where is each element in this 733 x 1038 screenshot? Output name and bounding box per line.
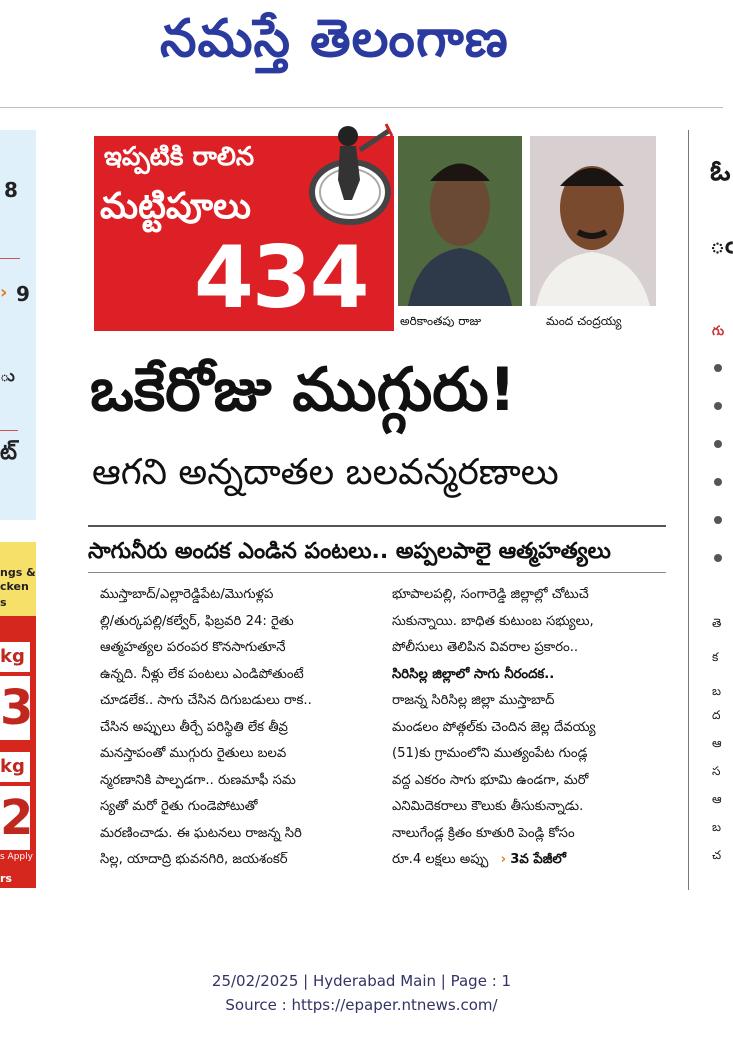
article-line: వద్ద ఎకరం సాగు భూమి ఉండగా, మరో bbox=[392, 772, 589, 788]
chevron-right-icon: › bbox=[500, 852, 506, 867]
right-fragment: గు bbox=[712, 324, 725, 339]
article-line: ల్లి/తుర్కపల్లి/కల్వేర్, ఫిబ్రవరి 24: రైతు bbox=[100, 613, 294, 629]
photo-arikantapu-raju bbox=[398, 136, 522, 306]
kicker-top-rule bbox=[88, 525, 666, 527]
right-fragment: స bbox=[712, 764, 721, 778]
article-line: సిల్ల, యాదాద్రి భువనగిరి, జయశంకర్ bbox=[100, 852, 288, 867]
page-footer-info: 25/02/2025 | Hyderabad Main | Page : 1 bbox=[211, 972, 512, 990]
right-fragment: బ bbox=[712, 820, 722, 834]
bullet-icon bbox=[714, 554, 722, 562]
masthead-divider bbox=[0, 107, 723, 108]
kicker-bottom-rule bbox=[88, 572, 666, 573]
photo-caption-2: మంద చంద్రయ్య bbox=[546, 314, 622, 328]
ad-terms: s Apply bbox=[0, 852, 33, 862]
ad-unit-1: kg bbox=[0, 642, 30, 672]
right-fragment: తె bbox=[712, 616, 722, 630]
subheadline: ఆగని అన్నదాతల బలవన్మరణాలు bbox=[92, 452, 559, 493]
left-fragment-rule bbox=[0, 258, 20, 259]
right-fragment: క bbox=[712, 650, 719, 664]
article-line: న్మరణానికి పాల్పడగా.. రుణమాఫీ సమ bbox=[100, 772, 296, 788]
count-box-line-2: మట్టిపూలు bbox=[100, 186, 251, 227]
newspaper-logo: నమస్తే తెలంగాణ bbox=[160, 9, 509, 69]
bullet-icon bbox=[714, 516, 722, 524]
chevron-right-icon: › bbox=[0, 282, 8, 303]
ad-line-2: cken bbox=[0, 580, 29, 593]
article-subheading: సిరిసిల్ల జిల్లాలో సాగు నీరందక.. bbox=[392, 666, 555, 682]
article-line: రాజన్న సిరిసిల్ల జిల్లా ముస్తాబాద్ bbox=[392, 693, 555, 708]
bullet-icon bbox=[714, 440, 722, 448]
left-adjacent-story bbox=[0, 130, 36, 520]
right-fragment: ఓ bbox=[710, 154, 731, 187]
continued-on-page[interactable]: 3వ పేజీలో bbox=[510, 852, 566, 867]
left-fragment-1: 8 bbox=[4, 178, 18, 202]
right-fragment: ద bbox=[712, 708, 721, 722]
ad-unit-2: kg bbox=[0, 752, 30, 782]
left-advertisement bbox=[0, 542, 36, 888]
article-line: రూ.4 లక్షలు అప్పు bbox=[392, 852, 489, 867]
article-column-2 bbox=[392, 582, 668, 874]
article-line: స్యతో మరో రైతు గుండెపోటుతో bbox=[100, 799, 258, 814]
ad-line-3: s bbox=[0, 596, 7, 609]
article-line: ఉన్నది. నీళ్లు లేక పంటలు ఎండిపోతుంటే bbox=[100, 666, 304, 682]
bullet-icon bbox=[714, 402, 722, 410]
count-box-line-1: ఇప్పటికి రాలిన bbox=[104, 142, 255, 172]
right-fragment: బ bbox=[712, 684, 722, 698]
article-line: భూపాలపల్లి, సంగారెడ్డి జిల్లాల్లో చోటుచే bbox=[392, 587, 589, 602]
right-fragment: ఆ bbox=[712, 792, 722, 806]
ad-price-1: 3 bbox=[0, 676, 30, 740]
person-photo-icon bbox=[530, 136, 656, 306]
masthead bbox=[0, 0, 723, 80]
article-line: సుకున్నాయి. బాధిత కుటుంబ సభ్యులు, bbox=[392, 613, 594, 629]
person-photo-icon bbox=[398, 136, 522, 306]
ad-line-end: rs bbox=[0, 872, 12, 885]
left-fragment-2: 9 bbox=[16, 282, 30, 306]
article-line: చేసిన అప్పులు తీర్చే పరిస్థితి లేక తీవ్ర bbox=[100, 719, 288, 735]
right-fragment: ఆ bbox=[712, 736, 722, 750]
page-footer-source[interactable]: Source : https://epaper.ntnews.com/ bbox=[225, 996, 498, 1014]
article-line: మనస్తాపంతో ముగ్గురు రైతులు బలవ bbox=[100, 746, 287, 761]
article-line: చూడలేక.. సాగు చేసిన దిగుబడులు రాక.. bbox=[100, 693, 312, 708]
article-line: ముస్తాబాద్/ఎల్లారెడ్డిపేట/మొగుళ్లప bbox=[100, 587, 274, 602]
right-column-divider bbox=[688, 130, 689, 890]
right-adjacent-story bbox=[690, 130, 733, 890]
ad-line-1: ngs & bbox=[0, 566, 36, 579]
article-last-line bbox=[392, 847, 668, 874]
bullet-icon bbox=[714, 478, 722, 486]
left-fragment-3: ు bbox=[0, 366, 15, 385]
right-fragment: ఁ bbox=[710, 230, 733, 260]
article-line: మరణించాడు. ఈ ఘటనలు రాజన్న సిరి bbox=[100, 825, 302, 841]
photo-caption-1: అరికాంతపు రాజు bbox=[400, 314, 482, 328]
article-line: (51)కు గ్రామంలోని ముత్యంపేట గుండ్ల bbox=[392, 746, 588, 761]
headline: ఒకేరోజు ముగ్గురు! bbox=[90, 355, 517, 425]
article-column-1 bbox=[100, 582, 384, 874]
article-line: ఎనిమిదెకరాలు కౌలుకు తీసుకున్నాడు. bbox=[392, 799, 584, 814]
noose-illustration-icon bbox=[300, 120, 398, 230]
bullet-icon bbox=[714, 364, 722, 372]
article-line: పోలీసులు తెలిపిన వివరాల ప్రకారం.. bbox=[392, 640, 579, 655]
article-line: నాలుగేండ్ల క్రితం కూతురి పెండ్లి కోసం bbox=[392, 825, 575, 841]
ad-price-2: 2 bbox=[0, 786, 30, 850]
suicide-count: 434 bbox=[194, 228, 368, 328]
left-fragment-rule-2 bbox=[0, 430, 18, 431]
right-fragment: చ bbox=[712, 848, 722, 862]
article-line: ఆత్మహత్యల పరంపర కొనసాగుతూనే bbox=[100, 640, 286, 655]
article-line: మండలం పోత్గల్‌కు చెందిన జెల్ల దేవయ్య bbox=[392, 719, 596, 735]
kicker: సాగునీరు అందక ఎండిన పంటలు.. అప్పలపాలై ఆత్మహత్యలు bbox=[88, 539, 611, 564]
photo-manda-chandraiah bbox=[530, 136, 656, 306]
left-fragment-4: ట్ bbox=[0, 440, 17, 465]
